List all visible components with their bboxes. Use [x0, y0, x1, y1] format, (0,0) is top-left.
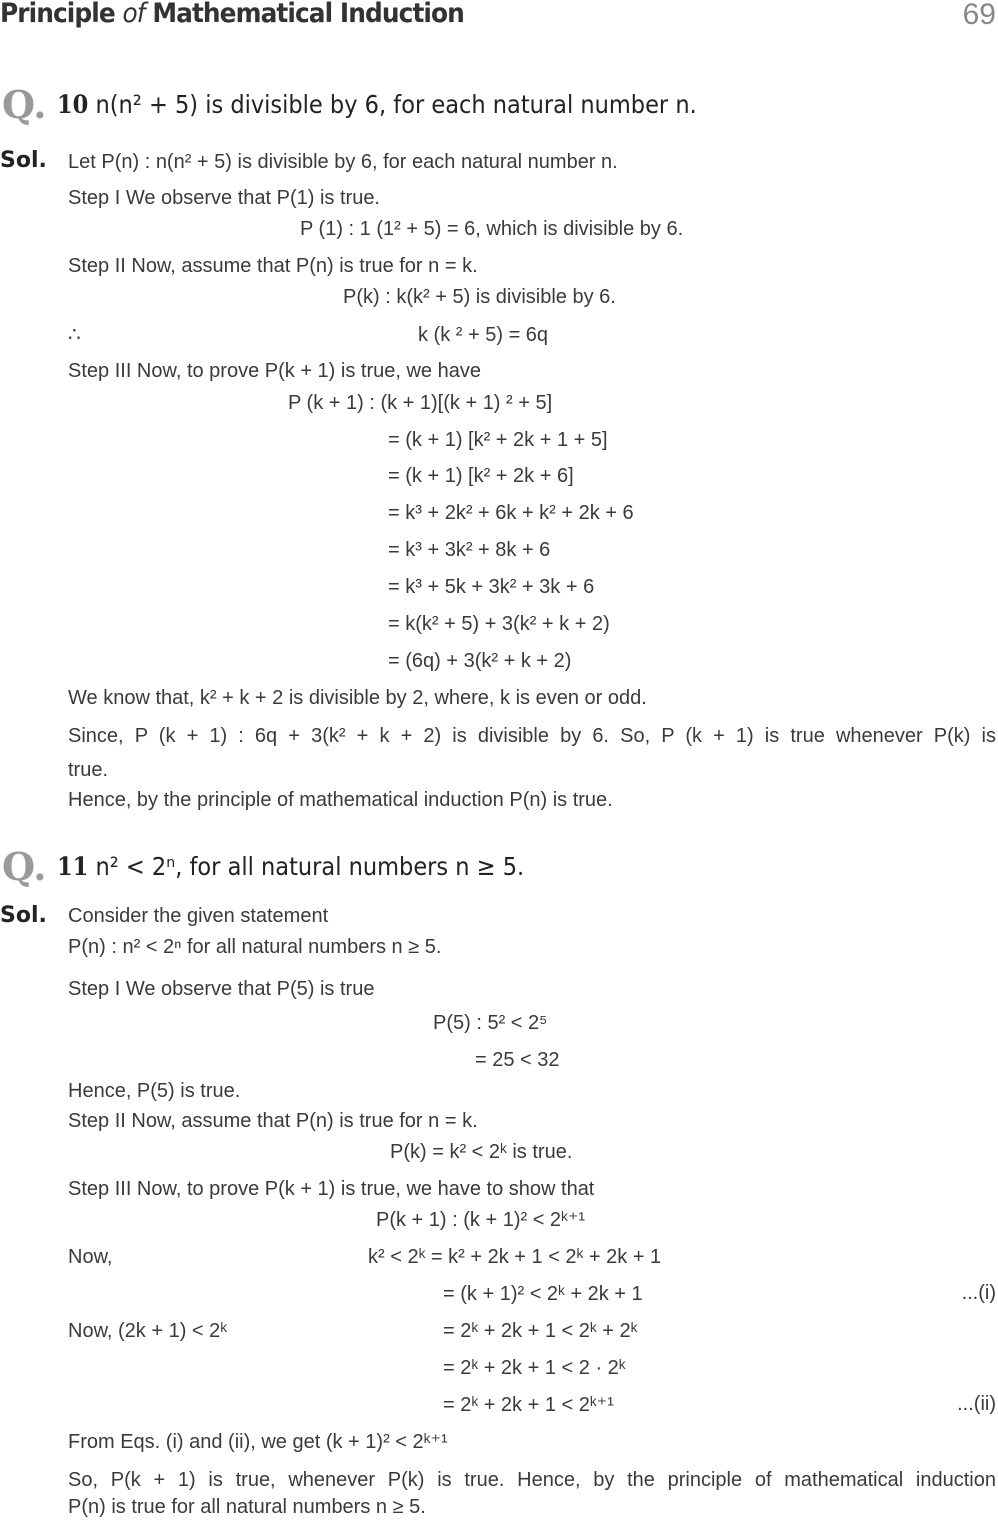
solution-line: Step I We observe that P(5) is true: [68, 978, 375, 1000]
equation-tag: ...(i): [961, 1282, 996, 1304]
solution-label: Sol.: [0, 148, 47, 173]
question-mark-q11: Q.: [2, 844, 47, 889]
solution-line: P(k) : k(k² + 5) is divisible by 6.: [343, 286, 616, 308]
solution-line: P(k) = k² < 2ᵏ is true.: [390, 1141, 573, 1163]
question-statement: n² < 2ⁿ, for all natural numbers n ≥ 5.: [95, 852, 525, 881]
running-header: [0, 0, 464, 29]
solution-line: = k³ + 3k² + 8k + 6: [388, 539, 551, 561]
solution-line: true.: [68, 759, 109, 781]
solution-line: = k(k² + 5) + 3(k² + k + 2): [388, 613, 610, 635]
solution-line: = 2ᵏ + 2k + 1 < 2ᵏ⁺¹: [443, 1394, 614, 1416]
solution-line: Step III Now, to prove P(k + 1) is true, we have to show that: [68, 1178, 595, 1200]
solution-line: = k³ + 5k + 3k² + 3k + 6: [388, 576, 595, 598]
solution-line: = (6q) + 3(k² + k + 2): [388, 650, 572, 672]
question-10-title: [57, 90, 697, 119]
solution-line: = k³ + 2k² + 6k + k² + 2k + 6: [388, 502, 634, 524]
solution-line: P (k + 1) : (k + 1)[(k + 1) ² + 5]: [288, 392, 553, 414]
question-mark-q10: Q.: [2, 82, 47, 127]
solution-line: Consider the given statement: [68, 905, 329, 927]
solution-line: Since, P (k + 1) : 6q + 3(k² + k + 2) is divisible by 6. So, P (k + 1) is true whenever P(k) is: [68, 725, 996, 747]
solution-line: = (k + 1) [k² + 2k + 6]: [388, 465, 574, 487]
header-title-part: Mathematical Induction: [144, 0, 464, 29]
solution-line: Hence, P(5) is true.: [68, 1080, 241, 1102]
solution-line: P(k + 1) : (k + 1)² < 2ᵏ⁺¹: [376, 1209, 586, 1231]
solution-line: k (k ² + 5) = 6q: [418, 324, 549, 346]
solution-line: = (k + 1)² < 2ᵏ + 2k + 1: [443, 1283, 643, 1305]
solution-line: From Eqs. (i) and (ii), we get (k + 1)² < 2ᵏ⁺¹: [68, 1431, 448, 1453]
solution-line: P(n) : n² < 2ⁿ for all natural numbers n ≥ 5.: [68, 936, 442, 958]
question-11-title: [57, 852, 524, 881]
page-number: 69: [962, 0, 996, 31]
question-number: 11: [57, 852, 89, 881]
solution-line: Now, (2k + 1) < 2ᵏ: [68, 1320, 228, 1342]
solution-line: Step I We observe that P(1) is true.: [68, 187, 380, 209]
solution-line: Step III Now, to prove P(k + 1) is true, we have: [68, 360, 481, 382]
solution-line: = 2ᵏ + 2k + 1 < 2ᵏ + 2ᵏ: [443, 1320, 638, 1342]
equation-tag: ...(ii): [957, 1393, 996, 1415]
solution-line: Hence, by the principle of mathematical induction P(n) is true.: [68, 789, 613, 811]
solution-line: P (1) : 1 (1² + 5) = 6, which is divisible by 6.: [300, 218, 684, 240]
solution-line: = 25 < 32: [475, 1049, 560, 1071]
solution-line: = (k + 1) [k² + 2k + 1 + 5]: [388, 429, 608, 451]
solution-line: We know that, k² + k + 2 is divisible by 2, where, k is even or odd.: [68, 687, 647, 709]
solution-line: P(5) : 5² < 2⁵: [433, 1012, 548, 1034]
solution-line: = 2ᵏ + 2k + 1 < 2 · 2ᵏ: [443, 1357, 626, 1379]
question-statement: n(n² + 5) is divisible by 6, for each natural number n.: [95, 90, 697, 119]
solution-label: Sol.: [0, 903, 47, 928]
solution-line: So, P(k + 1) is true, whenever P(k) is true. Hence, by the principle of mathematical induction: [68, 1469, 996, 1491]
header-title-part: of: [122, 0, 145, 29]
solution-line: P(n) is true for all natural numbers n ≥ 5.: [68, 1496, 426, 1518]
solution-line: Step II Now, assume that P(n) is true for n = k.: [68, 255, 478, 277]
therefore-symbol: ∴: [68, 324, 81, 346]
solution-line: Step II Now, assume that P(n) is true for n = k.: [68, 1110, 478, 1132]
header-title-part: Principle: [0, 0, 123, 29]
question-number: 10: [57, 90, 89, 119]
solution-line: Let P(n) : n(n² + 5) is divisible by 6, for each natural number n.: [68, 151, 618, 173]
solution-line: Now,: [68, 1246, 113, 1268]
solution-line: k² < 2ᵏ = k² + 2k + 1 < 2ᵏ + 2k + 1: [368, 1246, 662, 1268]
